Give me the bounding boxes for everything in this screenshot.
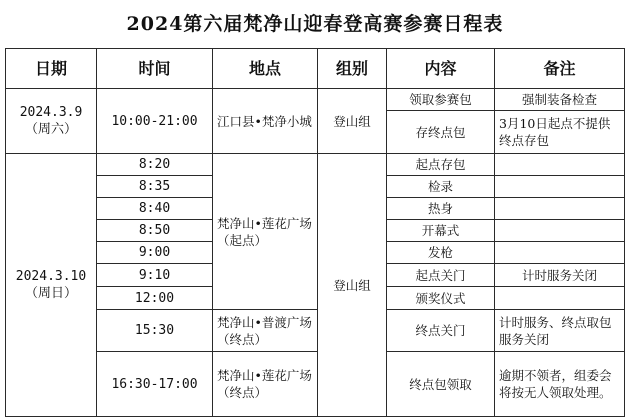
day2-location-pudu-end: 梵净山•普渡广场（终点） <box>212 309 318 352</box>
header-notes: 备注 <box>494 48 625 89</box>
day1-content-2: 存终点包 <box>386 110 495 154</box>
day2-location-lianhua-start: 梵净山•莲花广场（起点） <box>212 153 318 310</box>
day2-note-4 <box>494 219 625 242</box>
page-title: 2024第六届梵净山迎春登高赛参赛日程表 <box>126 13 504 35</box>
day2-time-6: 9:10 <box>96 263 213 287</box>
day2-note-2 <box>494 175 625 198</box>
day2-content-6: 起点关门 <box>386 263 495 287</box>
day2-note-6: 计时服务关闭 <box>494 263 625 287</box>
day2-note-5 <box>494 241 625 264</box>
day1-time: 10:00-21:00 <box>96 88 213 154</box>
day2-content-4: 开幕式 <box>386 219 495 242</box>
day2-time-2: 8:35 <box>96 175 213 198</box>
day1-date-cell <box>5 88 97 154</box>
day2-content-2: 检录 <box>386 175 495 198</box>
day1-group: 登山组 <box>317 88 387 154</box>
day2-time-8: 15:30 <box>96 309 213 352</box>
day2-content-7: 颁奖仪式 <box>386 286 495 310</box>
day2-group: 登山组 <box>317 153 387 417</box>
day2-location-lianhua-end: 梵净山•莲花广场（终点） <box>212 351 318 417</box>
day1-note-1: 强制装备检查 <box>494 88 625 111</box>
day2-content-1: 起点存包 <box>386 153 495 176</box>
day2-note-7 <box>494 286 625 310</box>
day2-time-4: 8:50 <box>96 219 213 242</box>
day2-content-8: 终点关门 <box>386 309 495 352</box>
day2-note-8: 计时服务、终点取包服务关闭 <box>494 309 625 352</box>
day2-time-3: 8:40 <box>96 197 213 220</box>
day1-date: 2024.3.9 <box>19 105 83 120</box>
day2-content-9: 终点包领取 <box>386 351 495 417</box>
day1-content-1: 领取参赛包 <box>386 88 495 111</box>
day1-location: 江口县•梵净小城 <box>212 88 318 154</box>
day2-note-3 <box>494 197 625 220</box>
header-time: 时间 <box>96 48 213 89</box>
day2-time-9: 16:30-17:00 <box>96 351 213 417</box>
day2-date: 2024.3.10 <box>15 269 87 284</box>
header-date: 日期 <box>5 48 97 89</box>
day2-date-cell <box>5 153 97 417</box>
day2-note-9: 逾期不领者，组委会将按无人领取处理。 <box>494 351 625 417</box>
header-group: 组别 <box>317 48 387 89</box>
day2-content-5: 发枪 <box>386 241 495 264</box>
day2-weekday: （周日） <box>24 286 77 301</box>
day2-time-1: 8:20 <box>96 153 213 176</box>
day1-weekday: （周六） <box>24 122 77 137</box>
day1-note-2: 3月10日起点不提供终点存包 <box>494 110 625 154</box>
day2-time-5: 9:00 <box>96 241 213 264</box>
day2-content-3: 热身 <box>386 197 495 220</box>
header-location: 地点 <box>212 48 318 89</box>
day2-time-7: 12:00 <box>96 286 213 310</box>
day2-note-1 <box>494 153 625 176</box>
header-content: 内容 <box>386 48 495 89</box>
